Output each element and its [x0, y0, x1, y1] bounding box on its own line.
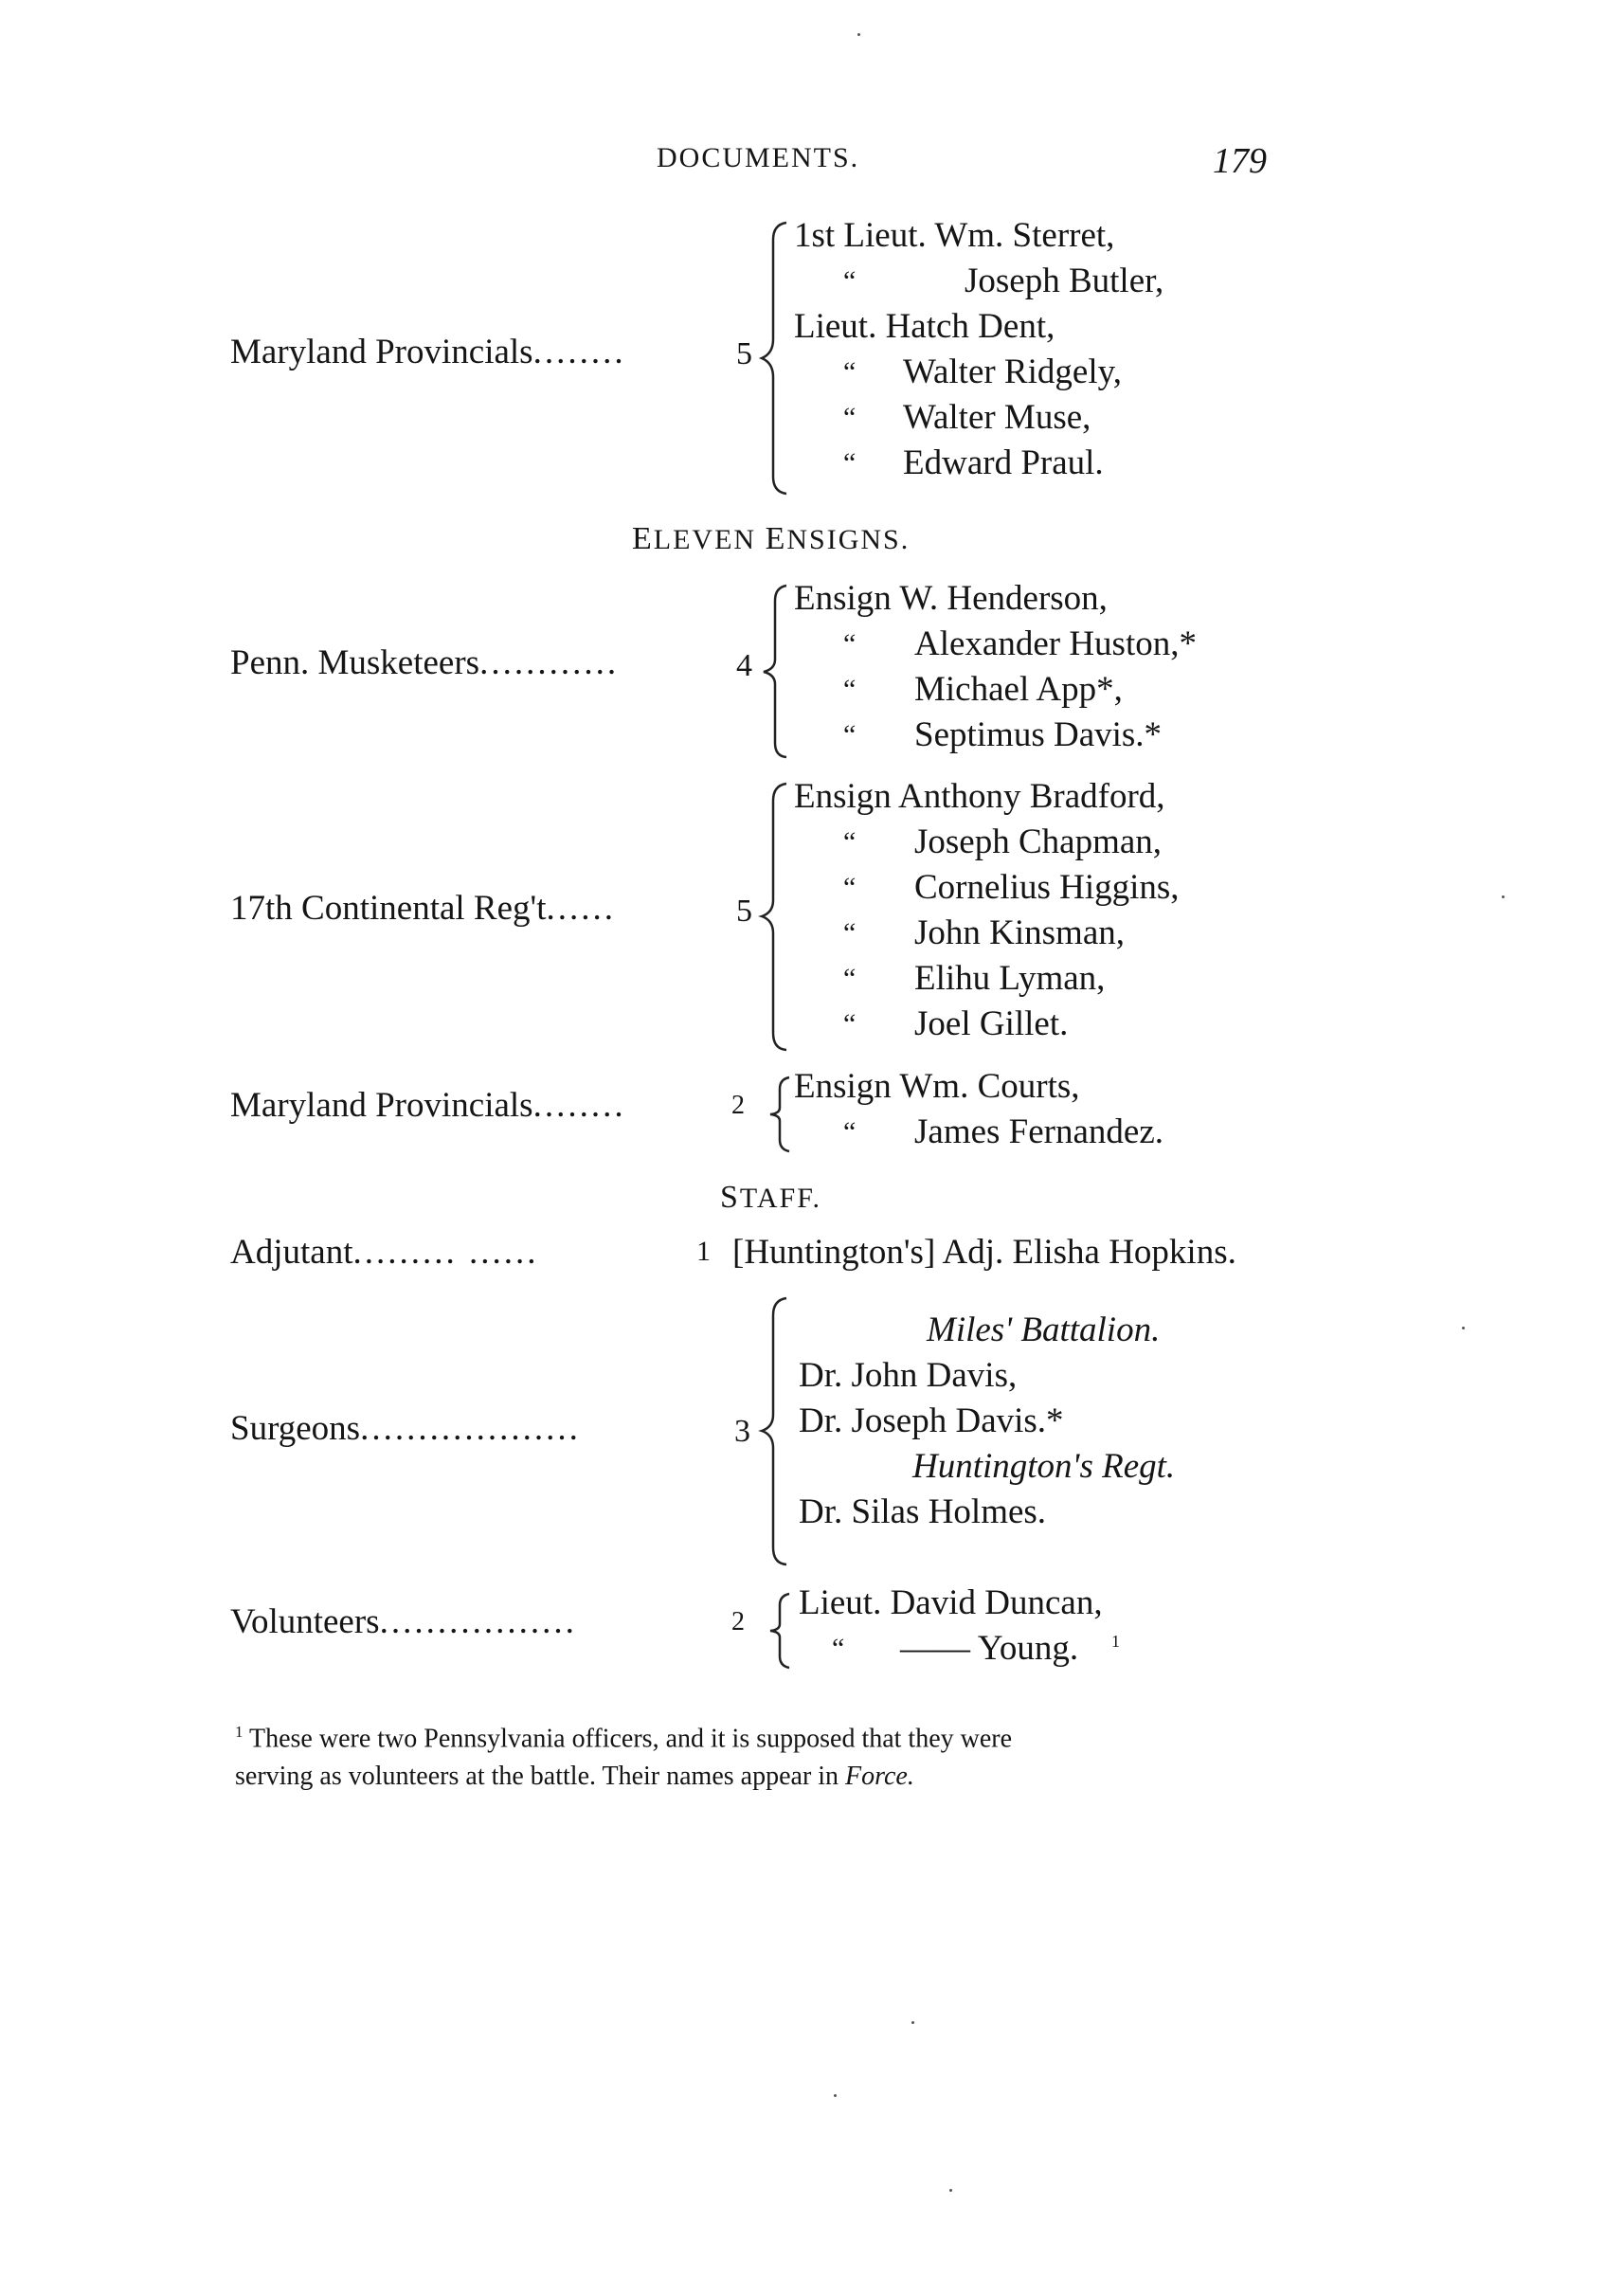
name-text: Edward Praul. — [903, 443, 1104, 482]
name-row — [799, 1353, 1175, 1399]
ditto-mark: “ — [843, 265, 857, 297]
footnote-text: serving as volunteers at the battle. Their names appear in — [235, 1762, 846, 1792]
footnote — [235, 1713, 1325, 1796]
name-text: Lieut. Hatch Dent, — [794, 307, 1055, 346]
group-label — [230, 642, 619, 683]
name-list — [794, 213, 1164, 486]
name-text: Dr. Silas Holmes. — [799, 1492, 1047, 1531]
name-text: Ensign Wm. Courts, — [794, 1067, 1080, 1106]
name-row — [794, 1002, 1165, 1047]
name-row — [799, 1626, 1120, 1672]
name-row — [799, 1399, 1175, 1444]
group-count: 5 — [736, 894, 752, 929]
name-row — [794, 865, 1180, 911]
group-label — [230, 1601, 577, 1642]
leader-dots: ................... — [360, 1409, 581, 1448]
group-label — [230, 888, 616, 929]
name-list — [794, 774, 1180, 1047]
name-row — [794, 713, 1163, 758]
group-label — [230, 1085, 626, 1126]
footnote-mark: 1 — [235, 1723, 243, 1741]
speck — [857, 33, 860, 36]
name-text: Dr. Joseph Davis.* — [799, 1401, 1064, 1440]
name-row — [794, 213, 1114, 259]
name-row — [794, 1110, 1164, 1155]
name-text: James Fernandez. — [914, 1112, 1164, 1151]
heading-rest: NSIGNS. — [786, 524, 911, 555]
group-label-text: Maryland Provincials — [230, 1086, 533, 1125]
name-list — [799, 1581, 1120, 1672]
name-text: Joseph Butler, — [965, 262, 1164, 300]
heading-initial: E — [632, 521, 654, 556]
name-text: —— Young. — [900, 1629, 1079, 1668]
name-list — [794, 576, 1197, 758]
group-count: 1 — [696, 1236, 711, 1267]
group-count: 5 — [736, 336, 752, 371]
name-row — [794, 441, 1114, 486]
heading-initial: E — [765, 521, 787, 556]
name-text: Joseph Chapman, — [914, 823, 1163, 861]
name-text: Ensign Anthony Bradford, — [794, 777, 1165, 816]
ditto-mark: “ — [843, 674, 857, 705]
group-label-text: Surgeons — [230, 1409, 361, 1448]
name-row — [799, 1490, 1175, 1535]
name-row — [794, 259, 1164, 304]
subheading-miles-battalion — [799, 1308, 1175, 1353]
name-text: Septimus Davis.* — [914, 715, 1163, 754]
name-row — [794, 395, 1114, 441]
ditto-mark: “ — [843, 1116, 857, 1148]
speck — [834, 2094, 837, 2097]
name-text: Walter Muse, — [903, 398, 1091, 437]
name-text: Alexander Huston,* — [914, 624, 1197, 663]
group-label — [230, 1408, 581, 1449]
footnote-line — [235, 1713, 1325, 1758]
name-row — [794, 1064, 1080, 1110]
name-text: Cornelius Higgins, — [914, 868, 1180, 907]
speck — [1502, 895, 1505, 898]
name-list — [799, 1308, 1175, 1535]
adjutant-name: [Huntington's] Adj. Elisha Hopkins. — [732, 1233, 1236, 1272]
group-count: 2 — [731, 1607, 745, 1636]
leader-dots: ........ — [532, 1086, 626, 1125]
name-text: Ensign W. Henderson, — [794, 579, 1108, 618]
staff-adjutant — [0, 1232, 1605, 1285]
staff-surgeons — [0, 1296, 1605, 1571]
speck — [949, 2189, 952, 2192]
name-row — [794, 820, 1165, 865]
footnote-italic-text: Force. — [845, 1762, 914, 1792]
ditto-mark: “ — [843, 447, 857, 479]
group-label — [230, 332, 626, 372]
group-count: 4 — [736, 648, 752, 683]
ditto-mark: “ — [843, 963, 857, 994]
group-label-text: Adjutant — [230, 1233, 353, 1272]
name-list — [794, 1064, 1164, 1155]
name-text: Michael App*, — [914, 670, 1123, 709]
section-heading-staff — [720, 1180, 821, 1216]
staff-volunteers — [0, 1581, 1605, 1675]
name-row — [794, 304, 1114, 350]
group-label-text: 17th Continental Reg't — [230, 889, 547, 928]
group-count: 3 — [734, 1414, 750, 1449]
page-header — [0, 142, 1605, 190]
curly-brace — [763, 1592, 801, 1670]
heading-initial: S — [720, 1180, 740, 1215]
name-text: Lieut. David Duncan, — [799, 1583, 1103, 1622]
leader-dots: ......... ...... — [352, 1233, 539, 1272]
ditto-mark: “ — [843, 917, 857, 949]
ditto-mark: “ — [843, 628, 857, 660]
name-text: Joel Gillet. — [914, 1004, 1069, 1043]
leader-dots: ...... — [546, 889, 616, 928]
name-row — [794, 667, 1123, 713]
subheading-huntingtons-regt — [799, 1444, 1175, 1490]
ditto-mark: “ — [832, 1633, 845, 1664]
page-number: 179 — [1213, 141, 1267, 181]
ditto-mark: “ — [843, 1008, 857, 1040]
footnote-line — [235, 1758, 1325, 1796]
name-text: Walter Ridgely, — [903, 353, 1122, 391]
leader-dots: ............ — [479, 643, 620, 682]
group-label-text: Maryland Provincials — [230, 333, 533, 371]
leader-dots: ........ — [532, 333, 626, 371]
name-text: Elihu Lyman, — [914, 959, 1106, 998]
group-count: 2 — [731, 1091, 745, 1120]
group-label-text: Penn. Musketeers — [230, 643, 480, 682]
curly-brace — [758, 1296, 796, 1566]
ditto-mark: “ — [843, 719, 857, 750]
curly-brace — [758, 584, 796, 759]
ditto-mark: “ — [843, 356, 857, 388]
name-row — [794, 911, 1165, 956]
ensign-group-maryland-provincials — [0, 1064, 1605, 1159]
ditto-mark: “ — [843, 826, 857, 858]
group-label-text: Volunteers — [230, 1602, 380, 1641]
name-row — [794, 576, 1108, 622]
curly-brace — [758, 221, 796, 496]
subheading-text: Miles' Battalion. — [927, 1311, 1161, 1349]
heading-rest: TAFF. — [739, 1183, 821, 1214]
ensign-group-penn-musketeers — [0, 576, 1605, 766]
footnote-reference: 1 — [1111, 1632, 1120, 1651]
subheading-text: Huntington's Regt. — [912, 1447, 1176, 1486]
officer-group-maryland-lieutenants — [0, 213, 1605, 497]
heading-rest: LEVEN — [653, 524, 766, 555]
name-text: Dr. John Davis, — [799, 1356, 1018, 1395]
name-text: John Kinsman, — [914, 913, 1125, 952]
section-heading-eleven-ensigns — [632, 521, 910, 557]
name-row — [794, 622, 1197, 667]
name-text: 1st Lieut. Wm. Sterret, — [794, 216, 1115, 255]
speck — [911, 2021, 914, 2024]
name-row — [794, 774, 1165, 820]
group-label — [230, 1232, 538, 1273]
ditto-mark: “ — [843, 402, 857, 433]
name-row — [794, 350, 1122, 395]
name-row — [794, 956, 1165, 1002]
ditto-mark: “ — [843, 872, 857, 903]
ensign-group-17th-continental — [0, 774, 1605, 1058]
name-row — [799, 1581, 1103, 1626]
curly-brace — [758, 782, 796, 1052]
leader-dots: ................. — [379, 1602, 577, 1641]
footnote-text: These were two Pennsylvania officers, and it is supposed that they were — [249, 1724, 1013, 1754]
speck — [1462, 1327, 1465, 1329]
running-head: DOCUMENTS. — [657, 142, 860, 173]
